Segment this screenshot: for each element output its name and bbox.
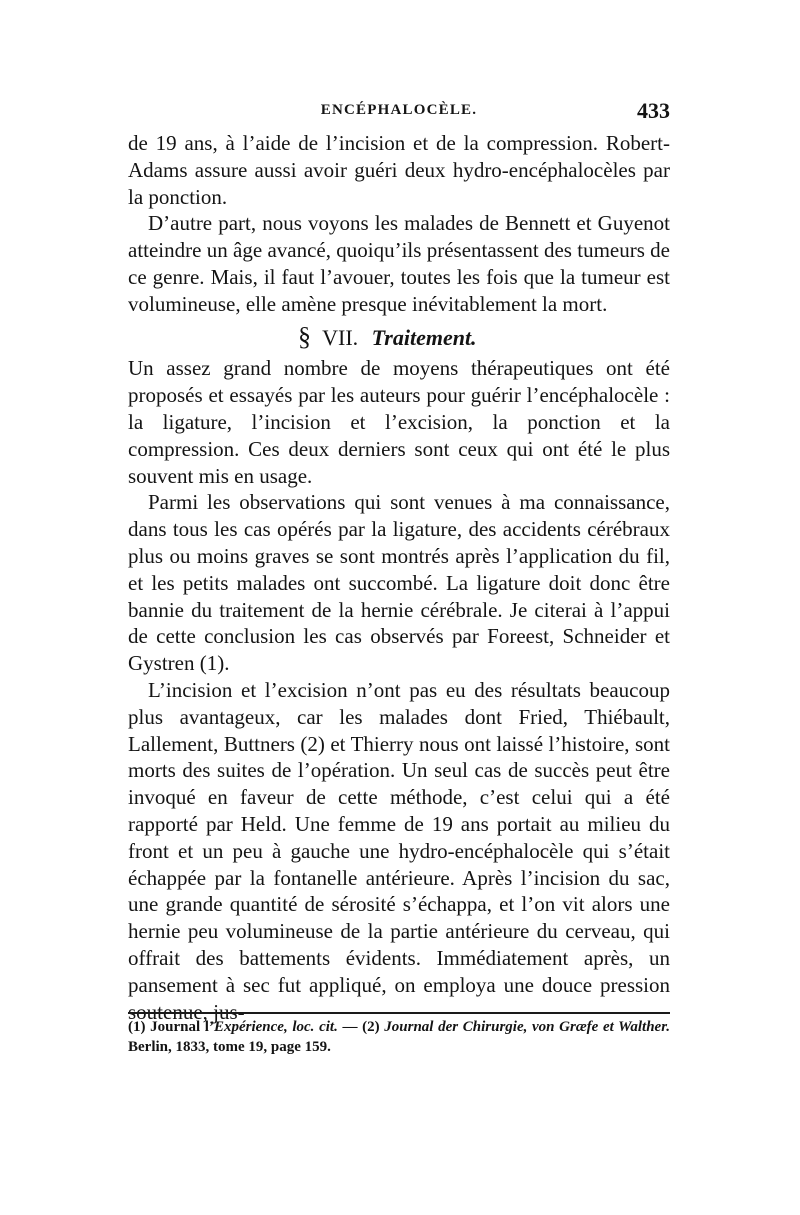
section-sign: § [298, 321, 311, 351]
footnotes [128, 1018, 670, 1057]
page-number: 433 [637, 98, 670, 123]
footnote-2-label: — (2) [337, 1019, 385, 1035]
running-title: ENCÉPHALOCÈLE. [320, 102, 478, 118]
footnote-divider [128, 1012, 670, 1014]
footnote-2-details: Berlin, 1833, tome 19, page 159. [128, 1038, 331, 1055]
paragraph-continued: de 19 ans, à l’aide de l’incision et de la compression. Robert-Adams assure aussi avoir guéri deux hydro-encéphalocèles par la ponction. [128, 131, 670, 209]
section-title: Traitement. [371, 324, 477, 350]
footnote-2-source: Journal der Chirurgie, von Græfe et Walther. [384, 1019, 670, 1035]
running-head [128, 98, 670, 128]
paragraph: Parmi les observations qui sont venues à ma connaissance, dans tous les cas opérés par la ligature, des accidents cérébraux plus ou moins graves se sont montrés après l’application du fil, et les petits malades ont succombé. La ligature doit donc être bannie du traitement de la hernie cérébrale. Je citerai à l’appui de cette conclusion les cas observés par Foreest, Schneider et Gystren (1). [128, 490, 670, 676]
body-text [128, 130, 670, 1025]
section-number: VII. [322, 324, 359, 350]
footnote-1-source: Expérience, loc. cit. [213, 1019, 338, 1035]
paragraph: Un assez grand nombre de moyens thérapeutiques ont été proposés et essayés par les auteurs pour guérir l’encéphalocèle : la ligature, l’incision et l’excision, la ponction et la compression. Ces deux derniers sont ceux qui ont été le plus souvent mis en usage. [128, 356, 670, 488]
footnote-1-label: (1) Journal l’ [128, 1019, 214, 1035]
paragraph: D’autre part, nous voyons les malades de Bennett et Guyenot atteindre un âge avancé, quoiqu’ils présentassent des tumeurs de ce genre. Mais, il faut l’avouer, toutes les fois que la tumeur est volumineuse, elle amène presque inévitablement la mort. [128, 211, 670, 316]
section-heading [128, 321, 670, 352]
paragraph: L’incision et l’excision n’ont pas eu des résultats beaucoup plus avantageux, car les malades dont Fried, Thiébault, Lallement, Buttners (2) et Thierry nous ont laissé l’histoire, sont morts des suites de l’opération. Un seul cas de succès peut être invoqué en faveur de cette méthode, c’est celui qui a été rapporté par Held. Une femme de 19 ans portait au milieu du front et un peu à gauche une hydro-encéphalocèle qui s’était échappée par la fontanelle antérieure. Après l’incision du sac, une grande quantité de sérosité s’échappa, et l’on vit alors une hernie peu volumineuse de la partie antérieure du cerveau, qui offrait des battements évidents. Immédiatement après, un pansement à sec fut appliqué, on employa une douce pression soutenue, jus- [128, 677, 670, 1024]
